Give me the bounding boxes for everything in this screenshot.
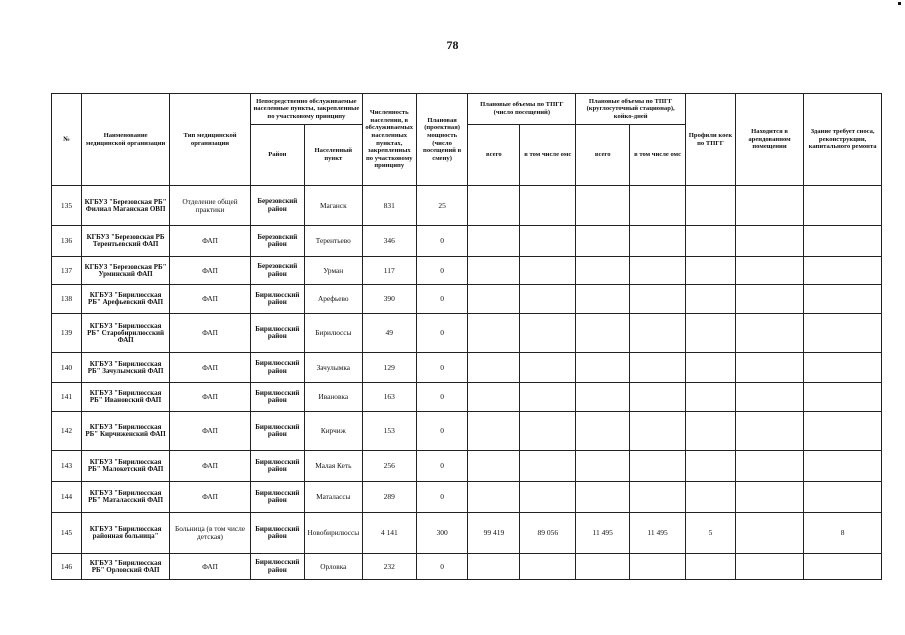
cell-visits-total: [468, 226, 520, 257]
header-num: №: [52, 94, 82, 186]
cell-beds-oms: [630, 314, 686, 353]
cell-capacity: 0: [416, 257, 468, 285]
cell-capacity: 0: [416, 482, 468, 513]
cell-visits-total: [468, 257, 520, 285]
cell-leased: [735, 412, 803, 451]
cell-leased: [735, 257, 803, 285]
cell-profile-beds: [686, 383, 736, 412]
cell-org-name: КГБУЗ "Бирилюсская РБ" Ивановский ФАП: [82, 383, 170, 412]
cell-settlement: Бирилюссы: [304, 314, 362, 353]
cell-row-number: 144: [52, 482, 82, 513]
cell-settlement: Маталассы: [304, 482, 362, 513]
cell-org-type: Больница (в том числе детская): [170, 513, 251, 554]
table-body: [52, 186, 882, 580]
cell-beds-total: [576, 554, 630, 580]
cell-leased: [735, 513, 803, 554]
cell-org-type: ФАП: [170, 412, 251, 451]
cell-district: Бирилюсский район: [250, 383, 304, 412]
table-row: [52, 554, 882, 580]
cell-beds-total: [576, 412, 630, 451]
cell-population: 232: [362, 554, 416, 580]
cell-population: 256: [362, 451, 416, 482]
header-settlement: Населенный пункт: [304, 125, 362, 186]
cell-leased: [735, 314, 803, 353]
cell-repair: [804, 383, 882, 412]
cell-repair: [804, 482, 882, 513]
cell-row-number: 137: [52, 257, 82, 285]
cell-settlement: Орловка: [304, 554, 362, 580]
cell-repair: [804, 186, 882, 226]
cell-district: Березовский район: [250, 257, 304, 285]
cell-row-number: 140: [52, 353, 82, 383]
cell-repair: [804, 226, 882, 257]
cell-settlement: Малая Кеть: [304, 451, 362, 482]
cell-settlement: Кирчиж: [304, 412, 362, 451]
cell-leased: [735, 226, 803, 257]
cell-org-name: КГБУЗ "Бирилюсская РБ" Кирчиженский ФАП: [82, 412, 170, 451]
header-beds-total: всего: [576, 125, 630, 186]
cell-visits-total: [468, 285, 520, 314]
cell-visits-oms: [520, 314, 576, 353]
cell-visits-total: [468, 186, 520, 226]
header-direct-service: Непосредственно обслуживаемые населенные пункты, закрепленные по участковому принципу: [250, 94, 362, 125]
cell-visits-total: 99 419: [468, 513, 520, 554]
cell-settlement: Новобирилюссы: [304, 513, 362, 554]
cell-district: Бирилюсский район: [250, 314, 304, 353]
cell-capacity: 0: [416, 353, 468, 383]
cell-settlement: Маганск: [304, 186, 362, 226]
table-row: [52, 482, 882, 513]
cell-profile-beds: [686, 412, 736, 451]
cell-population: 163: [362, 383, 416, 412]
cell-profile-beds: [686, 482, 736, 513]
cell-leased: [735, 482, 803, 513]
header-org-name: Наименование медицинской организации: [82, 94, 170, 186]
header-capacity: Плановая (проектная) мощность (число посещений в смену): [416, 94, 468, 186]
cell-org-name: КГБУЗ "Березовская РБ Терентьевский ФАП: [82, 226, 170, 257]
header-district: Район: [250, 125, 304, 186]
page-number: 78: [446, 38, 459, 52]
header-profile-beds: Профили коек по ТПГГ: [686, 94, 736, 186]
cell-capacity: 0: [416, 314, 468, 353]
cell-visits-oms: [520, 451, 576, 482]
cell-repair: [804, 314, 882, 353]
table-row: [52, 257, 882, 285]
cell-visits-total: [468, 451, 520, 482]
cell-profile-beds: [686, 353, 736, 383]
cell-district: Бирилюсский район: [250, 353, 304, 383]
cell-visits-total: [468, 554, 520, 580]
cell-profile-beds: [686, 554, 736, 580]
cell-repair: [804, 451, 882, 482]
header-tpgg-beds: Плановые объемы по ТПГГ (круглосуточный стационар), койко-дней: [576, 94, 686, 125]
cell-visits-oms: [520, 554, 576, 580]
cell-visits-total: [468, 412, 520, 451]
table-row: [52, 285, 882, 314]
cell-profile-beds: [686, 451, 736, 482]
cell-beds-oms: [630, 451, 686, 482]
cell-row-number: 135: [52, 186, 82, 226]
cell-row-number: 138: [52, 285, 82, 314]
header-population: Численность населения, в обслуживаемых населенных пунктах, закрепленных по участковому принципу: [362, 94, 416, 186]
cell-beds-total: [576, 285, 630, 314]
cell-capacity: 0: [416, 226, 468, 257]
cell-org-name: КГБУЗ "Бирилюсская РБ" Зачулымский ФАП: [82, 353, 170, 383]
cell-beds-total: [576, 226, 630, 257]
cell-org-name: КГБУЗ "Бирилюсская РБ" Малокетский ФАП: [82, 451, 170, 482]
cell-capacity: 0: [416, 383, 468, 412]
cell-repair: [804, 554, 882, 580]
cell-visits-oms: [520, 383, 576, 412]
cell-district: Бирилюсский район: [250, 412, 304, 451]
cell-population: 390: [362, 285, 416, 314]
cell-profile-beds: 5: [686, 513, 736, 554]
cell-row-number: 141: [52, 383, 82, 412]
cell-beds-total: [576, 451, 630, 482]
cell-settlement: Арефьево: [304, 285, 362, 314]
cell-capacity: 25: [416, 186, 468, 226]
table-row: [52, 353, 882, 383]
cell-row-number: 145: [52, 513, 82, 554]
cell-org-type: ФАП: [170, 353, 251, 383]
cell-visits-oms: [520, 412, 576, 451]
cell-beds-oms: [630, 383, 686, 412]
cell-beds-total: [576, 383, 630, 412]
cell-repair: [804, 257, 882, 285]
cell-beds-total: [576, 257, 630, 285]
cell-beds-oms: [630, 285, 686, 314]
cell-row-number: 146: [52, 554, 82, 580]
cell-visits-oms: [520, 482, 576, 513]
cell-visits-total: [468, 314, 520, 353]
cell-beds-total: [576, 353, 630, 383]
cell-population: 129: [362, 353, 416, 383]
cell-org-type: ФАП: [170, 482, 251, 513]
cell-row-number: 143: [52, 451, 82, 482]
cell-org-name: КГБУЗ "Березовская РБ" Урминский ФАП: [82, 257, 170, 285]
cell-leased: [735, 554, 803, 580]
table-row: [52, 226, 882, 257]
table-row: [52, 186, 882, 226]
cell-visits-total: [468, 482, 520, 513]
header-beds-oms: в том числе омс: [630, 125, 686, 186]
cell-district: Бирилюсский район: [250, 451, 304, 482]
cell-row-number: 142: [52, 412, 82, 451]
cell-beds-oms: [630, 257, 686, 285]
cell-settlement: Терентьево: [304, 226, 362, 257]
cell-profile-beds: [686, 186, 736, 226]
cell-population: 117: [362, 257, 416, 285]
cell-profile-beds: [686, 285, 736, 314]
cell-profile-beds: [686, 257, 736, 285]
cell-population: 831: [362, 186, 416, 226]
cell-population: 4 141: [362, 513, 416, 554]
cell-org-name: КГБУЗ "Бирилюсская районная больница": [82, 513, 170, 554]
cell-leased: [735, 186, 803, 226]
cell-repair: [804, 285, 882, 314]
header-repair: Здание требует сноса, реконструкции, капитального ремонта: [804, 94, 882, 186]
cell-profile-beds: [686, 314, 736, 353]
cell-repair: [804, 412, 882, 451]
cell-org-type: ФАП: [170, 285, 251, 314]
table-row: [52, 314, 882, 353]
cell-leased: [735, 451, 803, 482]
header-row-1: [52, 94, 882, 125]
table-row: [52, 451, 882, 482]
cell-org-type: ФАП: [170, 451, 251, 482]
cell-org-name: КГБУЗ "Березовская РБ" Филиал Маганская ОВП: [82, 186, 170, 226]
table-row: [52, 383, 882, 412]
header-leased: Находится в арендованном помещении: [735, 94, 803, 186]
cell-beds-total: [576, 314, 630, 353]
cell-visits-oms: [520, 353, 576, 383]
cell-leased: [735, 383, 803, 412]
cell-capacity: 300: [416, 513, 468, 554]
cell-beds-oms: [630, 353, 686, 383]
cell-org-type: ФАП: [170, 554, 251, 580]
cell-org-type: ФАП: [170, 226, 251, 257]
cell-capacity: 0: [416, 285, 468, 314]
cell-visits-oms: [520, 285, 576, 314]
table-row: [52, 412, 882, 451]
cell-leased: [735, 285, 803, 314]
cell-settlement: Зачулымка: [304, 353, 362, 383]
cell-visits-total: [468, 383, 520, 412]
cell-beds-oms: [630, 186, 686, 226]
cell-beds-total: 11 495: [576, 513, 630, 554]
cell-capacity: 0: [416, 451, 468, 482]
cell-beds-total: [576, 482, 630, 513]
cell-visits-oms: [520, 257, 576, 285]
table-row: [52, 513, 882, 554]
cell-org-name: КГБУЗ "Бирилюсская РБ" Маталасский ФАП: [82, 482, 170, 513]
cell-profile-beds: [686, 226, 736, 257]
header-visits-oms: в том числе омс: [520, 125, 576, 186]
cell-org-name: КГБУЗ "Бирилюсская РБ" Арефьевский ФАП: [82, 285, 170, 314]
cell-district: Бирилюсский район: [250, 285, 304, 314]
cell-repair: 8: [804, 513, 882, 554]
header-tpgg-visits: Плановые объемы по ТПГГ (число посещений): [468, 94, 576, 125]
cell-visits-oms: [520, 186, 576, 226]
cell-district: Бирилюсский район: [250, 482, 304, 513]
cell-beds-oms: [630, 412, 686, 451]
cell-district: Бирилюсский район: [250, 513, 304, 554]
cell-row-number: 139: [52, 314, 82, 353]
cell-leased: [735, 353, 803, 383]
header-org-type: Тип медицинской организации: [170, 94, 251, 186]
cell-visits-oms: [520, 226, 576, 257]
cell-population: 49: [362, 314, 416, 353]
cell-capacity: 0: [416, 554, 468, 580]
cell-org-name: КГБУЗ "Бирилюсская РБ" Старобирилюсский ФАП: [82, 314, 170, 353]
cell-row-number: 136: [52, 226, 82, 257]
cell-org-name: КГБУЗ "Бирилюсская РБ" Орловский ФАП: [82, 554, 170, 580]
cell-district: Березовский район: [250, 226, 304, 257]
cell-beds-oms: [630, 226, 686, 257]
cell-beds-oms: [630, 554, 686, 580]
cell-district: Бирилюсский район: [250, 554, 304, 580]
cell-settlement: Урман: [304, 257, 362, 285]
cell-org-type: ФАП: [170, 257, 251, 285]
cell-org-type: ФАП: [170, 314, 251, 353]
cell-district: Березовский район: [250, 186, 304, 226]
header-visits-total: всего: [468, 125, 520, 186]
cell-population: 289: [362, 482, 416, 513]
cell-org-type: ФАП: [170, 383, 251, 412]
cell-population: 346: [362, 226, 416, 257]
cell-settlement: Ивановка: [304, 383, 362, 412]
corner-mark: [898, 2, 901, 5]
cell-visits-oms: 89 056: [520, 513, 576, 554]
cell-beds-oms: 11 495: [630, 513, 686, 554]
cell-repair: [804, 353, 882, 383]
cell-capacity: 0: [416, 412, 468, 451]
cell-beds-total: [576, 186, 630, 226]
cell-org-type: Отделение общей практики: [170, 186, 251, 226]
cell-beds-oms: [630, 482, 686, 513]
cell-visits-total: [468, 353, 520, 383]
facilities-table: [51, 93, 882, 580]
cell-population: 153: [362, 412, 416, 451]
